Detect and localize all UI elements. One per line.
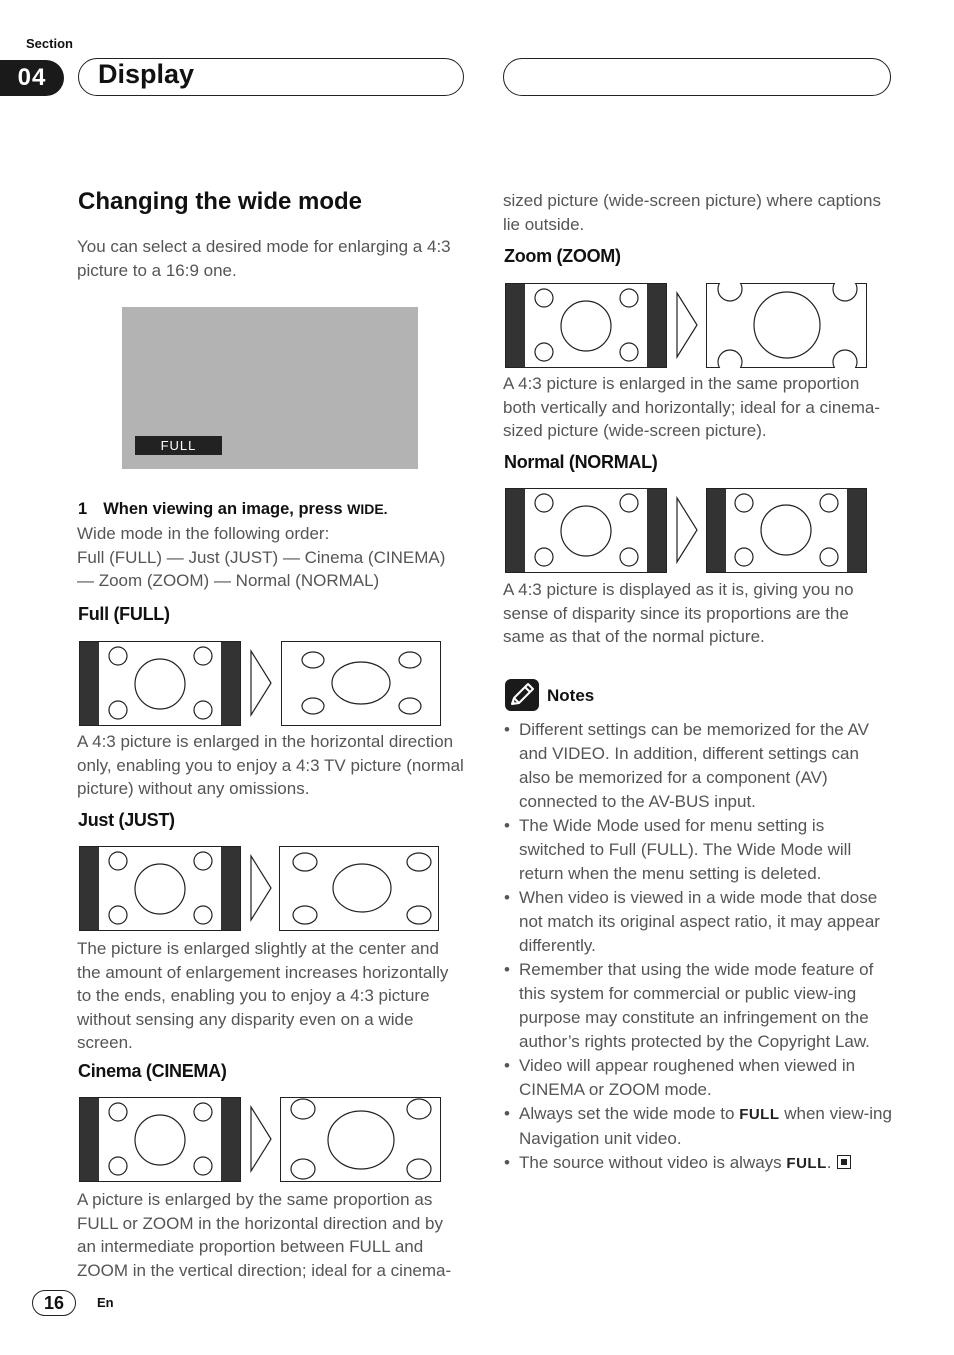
section-label: Section bbox=[26, 36, 73, 51]
desc-line: A picture is enlarged by the same proportion as bbox=[77, 1190, 433, 1209]
mode-desc-cinema bbox=[77, 1188, 469, 1282]
source-4x3-frame bbox=[506, 284, 667, 368]
mode-desc-just bbox=[77, 937, 469, 1055]
full-mode-diagram bbox=[79, 641, 443, 727]
page-number: 16 bbox=[32, 1290, 76, 1316]
just-mode-diagram bbox=[79, 846, 443, 932]
desc-line: without sensing any disparity even on a wide bbox=[77, 1009, 414, 1029]
desc-line: only, enabling you to enjoy a 4:3 TV picture (normal bbox=[77, 755, 464, 775]
note-text: The Wide Mode used for menu setting is switched to Full (FULL). The Wide Mode will return when the menu setting is deleted. bbox=[519, 816, 852, 883]
note-text: when view-ing Navigation unit video. bbox=[519, 1104, 892, 1148]
result-16x9-frame bbox=[707, 489, 867, 573]
note-item: • Video will appear roughened when viewed in CINEMA or ZOOM mode. bbox=[504, 1056, 856, 1099]
source-4x3-frame bbox=[80, 642, 241, 726]
full-key-label: FULL bbox=[739, 1106, 780, 1123]
arrow-right-icon bbox=[251, 856, 271, 920]
arrow-right-icon bbox=[677, 498, 697, 562]
note-text: The source without video is always bbox=[519, 1153, 782, 1172]
mode-order bbox=[77, 522, 467, 593]
mode-desc-full bbox=[77, 730, 469, 801]
mode-order-line: Wide mode in the following order: bbox=[77, 524, 330, 543]
section-number-tab: 04 bbox=[0, 60, 64, 96]
note-text: Always set the wide mode to bbox=[519, 1104, 735, 1123]
language-label: En bbox=[97, 1295, 114, 1310]
desc-line: same as that of the normal picture. bbox=[503, 627, 765, 646]
arrow-right-icon bbox=[251, 1107, 271, 1171]
desc-line: A 4:3 picture is enlarged in the same proportion bbox=[503, 374, 860, 393]
desc-line: both vertically and horizontally; ideal for a cinema- bbox=[503, 397, 881, 417]
note-item: • The Wide Mode used for menu setting is switched to Full (FULL). The Wide Mode will return when the menu setting is deleted. bbox=[504, 816, 852, 883]
desc-line: sized picture (wide-screen picture). bbox=[503, 421, 767, 440]
desc-line: lie outside. bbox=[503, 214, 585, 234]
mode-order-line: Full (FULL) — Just (JUST) — Cinema (CINEMA) bbox=[77, 547, 446, 567]
mode-heading-zoom: Zoom (ZOOM) bbox=[504, 246, 621, 266]
arrow-right-icon bbox=[251, 651, 271, 715]
mode-order-line: — Zoom (ZOOM) — Normal (NORMAL) bbox=[77, 571, 380, 590]
notes-list bbox=[503, 718, 893, 1176]
cinema-mode-diagram bbox=[79, 1097, 443, 1183]
note-text: When video is viewed in a wide mode that dose not match its original aspect ratio, it may appear differently. bbox=[519, 888, 880, 955]
desc-line: A 4:3 picture is enlarged in the horizontal direction bbox=[77, 732, 454, 751]
normal-mode-diagram bbox=[505, 488, 869, 574]
desc-line: an intermediate proportion between FULL and bbox=[77, 1237, 424, 1256]
section-heading: Changing the wide mode bbox=[78, 188, 363, 215]
desc-line: ZOOM in the vertical direction; ideal for a cinema- bbox=[77, 1260, 452, 1280]
note-item: • Remember that using the wide mode feature of this system for commercial or public view-ing purpose may constitute an infringement on the author’s rights protected by the Copyright Law. bbox=[504, 960, 874, 1051]
desc-line: picture) without any omissions. bbox=[77, 779, 310, 798]
pencil-icon bbox=[505, 679, 539, 711]
mode-heading-cinema: Cinema (CINEMA) bbox=[78, 1061, 227, 1081]
arrow-right-icon bbox=[677, 293, 697, 357]
page-title: Display bbox=[98, 59, 195, 89]
desc-line: The picture is enlarged slightly at the center and bbox=[77, 939, 439, 958]
desc-line: screen. bbox=[77, 1033, 133, 1052]
step-text: When viewing an image, press bbox=[103, 500, 343, 518]
result-16x9-frame bbox=[280, 847, 439, 931]
source-4x3-frame bbox=[80, 1098, 241, 1182]
note-text: Remember that using the wide mode feature of this system for commercial or public view-ing purpose may constitute an infringement on the author’s rights protected by the Copyright Law. bbox=[519, 960, 874, 1051]
intro-text: You can select a desired mode for enlarging a 4:3 picture to a 16:9 one. bbox=[77, 237, 451, 280]
mode-heading-just: Just (JUST) bbox=[78, 810, 175, 830]
desc-line: to the ends, enabling you to enjoy a 4:3 picture bbox=[77, 986, 430, 1005]
note-item: • Always set the wide mode to FULL when view-ing Navigation unit video. bbox=[504, 1104, 892, 1148]
desc-line: the amount of enlargement increases horizontally bbox=[77, 962, 449, 982]
note-item: • When video is viewed in a wide mode that dose not match its original aspect ratio, it may appear differently. bbox=[504, 888, 880, 955]
mode-heading-normal: Normal (NORMAL) bbox=[504, 452, 658, 472]
desc-line: FULL or ZOOM in the horizontal direction and by bbox=[77, 1213, 443, 1233]
mode-desc-cinema-cont bbox=[503, 189, 895, 236]
mode-heading-full: Full (FULL) bbox=[78, 604, 170, 624]
screen-preview bbox=[122, 307, 418, 469]
note-item: • The source without video is always FULL. bbox=[503, 1151, 893, 1176]
result-16x9-frame bbox=[281, 1098, 441, 1182]
desc-line: A 4:3 picture is displayed as it is, giving you no bbox=[503, 580, 854, 599]
result-16x9-frame bbox=[282, 642, 441, 726]
note-item: • Different settings can be memorized for the AV and VIDEO. In addition, different settings can also be memorized for a component (AV) connected to the AV-BUS input. bbox=[504, 720, 869, 811]
result-16x9-frame bbox=[707, 283, 867, 369]
step-number: 1 bbox=[78, 500, 88, 518]
full-key-label: FULL bbox=[786, 1155, 827, 1172]
note-text: . bbox=[826, 1153, 832, 1172]
wide-key-label: WIDE. bbox=[347, 501, 388, 517]
note-text: Different settings can be memorized for the AV and VIDEO. In addition, different settings can also be memorized for a component (AV) connected to the AV-BUS input. bbox=[519, 720, 869, 811]
full-mode-badge: FULL bbox=[135, 436, 222, 455]
zoom-mode-diagram bbox=[505, 283, 869, 369]
source-4x3-frame bbox=[506, 489, 667, 573]
note-text: Video will appear roughened when viewed in CINEMA or ZOOM mode. bbox=[519, 1056, 856, 1099]
mode-desc-normal bbox=[503, 578, 895, 649]
mode-desc-zoom bbox=[503, 372, 895, 443]
desc-line: sense of disparity since its proportions are the bbox=[503, 603, 849, 623]
notes-title: Notes bbox=[547, 686, 595, 705]
desc-line: sized picture (wide-screen picture) where captions bbox=[503, 191, 881, 210]
step-1 bbox=[78, 500, 388, 519]
end-mark-icon bbox=[837, 1155, 851, 1169]
source-4x3-frame bbox=[80, 847, 241, 931]
header-right-frame bbox=[503, 58, 891, 96]
